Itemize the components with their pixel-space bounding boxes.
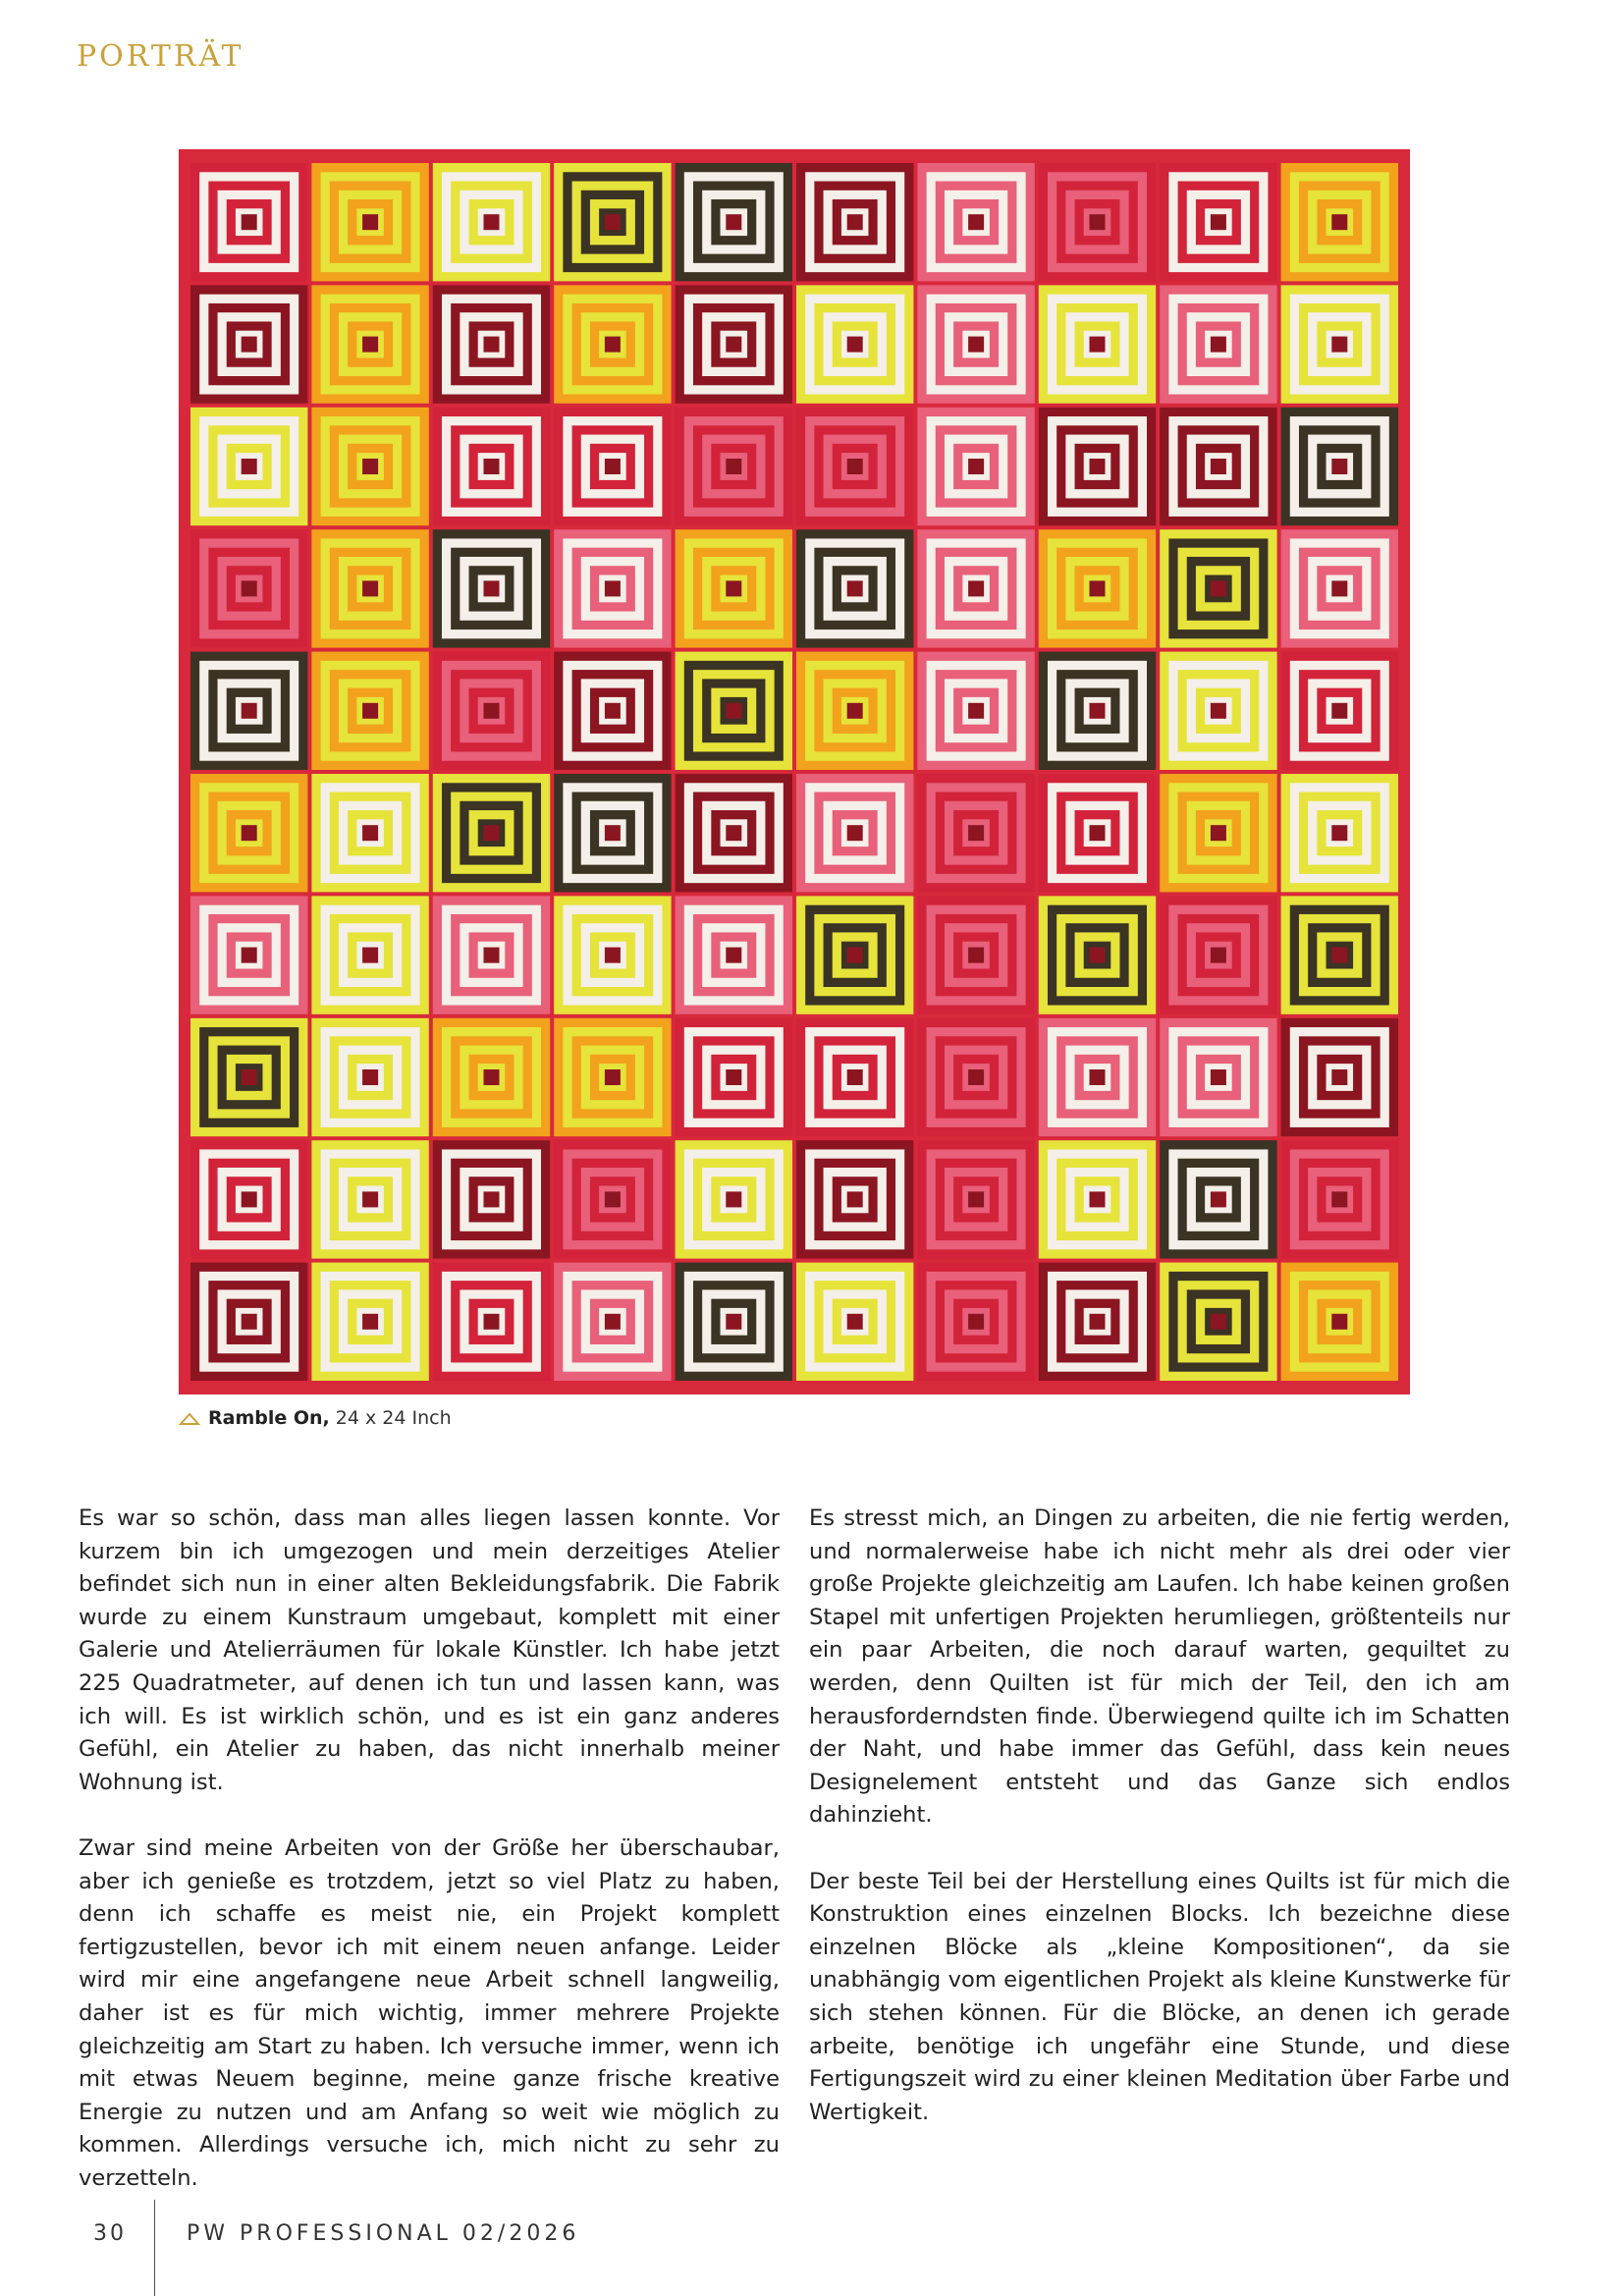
paragraph: Es war so schön, dass man alles liegen lassen konnte. Vor kurzem bin ich umgezogen und mein derzeitiges Atelier befindet sich nun in einer alten Bekleidungsfabrik. Die Fabrik wurde zu einem Kunstraum umgebaut, komplett mit einer Galerie und Atelierräumen für lokale Künstler. Ich habe jetzt 225 Quadratmeter, auf denen ich tun und lassen kann, was ich will. Es ist wirklich schön, und es ist ein ganz anderes Gefühl, ein Atelier zu haben, das nicht innerhalb meiner Wohnung ist. xyxy=(79,1505,780,1795)
quilt-block-center xyxy=(1331,703,1347,719)
quilt-block-center xyxy=(605,459,621,474)
paragraph: Der beste Teil bei der Herstellung eines Quilts ist für mich die Konstruktion eines einzelnen Blocks. Ich bezeichne diese einzelnen Blöcke als „kleine Kompositionen“, da sie unabhängig vom eigentlichen Projekt als kleine Kunstwerke für sich stehen können. Für die Blöcke, an denen ich gerade arbeite, benötige ich ungefähr eine Stunde, und diese Fertigungszeit wird zu einer kleinen Meditation über Farbe und Wertigkeit. xyxy=(809,1868,1510,2125)
quilt-block-center xyxy=(242,948,257,963)
quilt-block-center xyxy=(847,703,863,719)
quilt-block-center xyxy=(1211,459,1226,474)
quilt-block-center xyxy=(847,214,863,230)
quilt-block-center xyxy=(968,214,984,230)
quilt-block-center xyxy=(847,1314,863,1330)
quilt-block-center xyxy=(362,214,378,230)
caption-title: Ramble On, xyxy=(208,1407,330,1429)
quilt-block-center xyxy=(605,948,621,963)
quilt-block-center xyxy=(1090,948,1106,963)
quilt-block-center xyxy=(726,948,741,963)
quilt-block-center xyxy=(362,1191,378,1207)
quilt-block-center xyxy=(242,703,257,719)
quilt-block-center xyxy=(1331,948,1347,963)
quilt-block-center xyxy=(605,703,621,719)
quilt-block-center xyxy=(726,1069,741,1085)
quilt-block-center xyxy=(484,337,500,353)
quilt-block-center xyxy=(242,214,257,230)
quilt-block-center xyxy=(605,1314,621,1330)
page-number: 30 xyxy=(93,2221,127,2246)
quilt-block-center xyxy=(847,825,863,841)
quilt-image xyxy=(179,149,1410,1394)
quilt-block-center xyxy=(1331,580,1347,596)
quilt-block-center xyxy=(362,337,378,353)
quilt-block-center xyxy=(1211,948,1226,963)
quilt-block-center xyxy=(242,1069,257,1085)
quilt-block-center xyxy=(605,214,621,230)
quilt-block-center xyxy=(484,214,500,230)
quilt-block-center xyxy=(1331,459,1347,474)
paragraph: Zwar sind meine Arbeiten von der Größe her überschaubar, aber ich genieße es trotzdem, jetzt so viel Platz zu haben, denn ich schaffe es meist nie, ein Projekt komplett fertigzustellen, bevor ich mit einem neuen anfange. Leider wird mir eine angefangene neue Arbeit schnell langweilig, daher ist es für mich wichtig, immer mehrere Projekte gleichzeitig am Start zu haben. Ich versuche immer, wenn ich mit etwas Neuem beginne, meine ganze frische kreative Energie zu nutzen und am Anfang so weit wie möglich zu kommen. Allerdings versuche ich, mich nicht zu sehr zu verzetteln. xyxy=(79,1834,780,2191)
quilt-block-center xyxy=(1331,1314,1347,1330)
quilt-block-center xyxy=(1090,1314,1106,1330)
quilt-block-center xyxy=(726,580,741,596)
quilt-block-center xyxy=(1211,1191,1226,1207)
quilt-block-center xyxy=(242,459,257,474)
quilt-block-center xyxy=(242,580,257,596)
quilt-block-center xyxy=(726,1314,741,1330)
quilt-block-center xyxy=(1211,703,1226,719)
footer-divider xyxy=(154,2200,155,2296)
quilt-block-center xyxy=(605,1191,621,1207)
quilt-block-center xyxy=(605,1069,621,1085)
quilt-block-center xyxy=(726,1191,741,1207)
quilt-block-center xyxy=(968,459,984,474)
quilt-block-center xyxy=(1211,214,1226,230)
quilt-block-center xyxy=(362,948,378,963)
quilt-block-center xyxy=(1090,825,1106,841)
quilt-block-center xyxy=(726,337,741,353)
quilt-block-center xyxy=(847,459,863,474)
quilt-block-center xyxy=(605,337,621,353)
paragraph: Es stresst mich, an Dingen zu arbeiten, die nie fertig werden, und normalerweise habe ich nicht mehr als drei oder vier große Projekte gleichzeitig am Laufen. Ich habe keinen großen Stapel mit unfertigen Projekten herumliegen, größtenteils nur ein paar Arbeiten, die noch darauf warten, gequiltet zu werden, denn Quilten ist für mich der Teil, den ich am herausforderndsten finde. Überwiegend quilte ich im Schatten der Naht, und habe immer das Gefühl, dass kein neues Designelement entsteht und das Ganze sich endlos dahinzieht. xyxy=(809,1505,1510,1829)
quilt-block-center xyxy=(362,825,378,841)
quilt-block-center xyxy=(484,1069,500,1085)
quilt-block-center xyxy=(1211,825,1226,841)
quilt-block-center xyxy=(242,1314,257,1330)
article-column-right xyxy=(809,1503,1510,2162)
quilt-block-center xyxy=(968,580,984,596)
quilt-block-center xyxy=(1090,1069,1106,1085)
quilt-block-center xyxy=(484,580,500,596)
quilt-artwork xyxy=(179,149,1410,1394)
quilt-block-center xyxy=(484,948,500,963)
quilt-block-center xyxy=(1331,214,1347,230)
caption-dimensions: 24 x 24 Inch xyxy=(329,1407,452,1429)
article-column-left xyxy=(79,1503,780,2228)
magazine-issue: PW PROFESSIONAL 02/2026 xyxy=(187,2221,580,2246)
quilt-block-center xyxy=(1331,1069,1347,1085)
figure-caption xyxy=(179,1407,452,1429)
quilt-block-center xyxy=(726,214,741,230)
quilt-block-center xyxy=(968,1069,984,1085)
quilt-block-center xyxy=(605,825,621,841)
quilt-block-center xyxy=(1331,1191,1347,1207)
quilt-block-center xyxy=(362,703,378,719)
triangle-icon xyxy=(179,1412,200,1426)
quilt-block-center xyxy=(968,948,984,963)
quilt-block-center xyxy=(484,1191,500,1207)
quilt-block-center xyxy=(726,459,741,474)
quilt-block-center xyxy=(726,825,741,841)
quilt-block-center xyxy=(1211,1314,1226,1330)
quilt-block-center xyxy=(1211,337,1226,353)
quilt-block-center xyxy=(362,1314,378,1330)
quilt-block-center xyxy=(1331,825,1347,841)
quilt-block-center xyxy=(484,459,500,474)
quilt-block-center xyxy=(1090,1191,1106,1207)
quilt-block-center xyxy=(1090,703,1106,719)
quilt-block-center xyxy=(1211,1069,1226,1085)
quilt-block-center xyxy=(847,1191,863,1207)
quilt-block-center xyxy=(484,1314,500,1330)
quilt-block-center xyxy=(726,703,741,719)
quilt-block-center xyxy=(1090,580,1106,596)
quilt-block-center xyxy=(1211,580,1226,596)
quilt-block-center xyxy=(242,337,257,353)
quilt-block-center xyxy=(847,948,863,963)
quilt-block-center xyxy=(968,703,984,719)
quilt-block-center xyxy=(1090,214,1106,230)
section-label: PORTRÄT xyxy=(77,39,244,74)
quilt-block-center xyxy=(1090,337,1106,353)
quilt-block-center xyxy=(968,825,984,841)
quilt-block-center xyxy=(1090,459,1106,474)
quilt-block-center xyxy=(362,580,378,596)
quilt-block-center xyxy=(847,337,863,353)
quilt-block-center xyxy=(605,580,621,596)
quilt-block-center xyxy=(484,825,500,841)
quilt-block-center xyxy=(968,337,984,353)
quilt-block-center xyxy=(242,1191,257,1207)
quilt-block-center xyxy=(847,1069,863,1085)
quilt-block-center xyxy=(242,825,257,841)
quilt-block-center xyxy=(968,1191,984,1207)
quilt-block-center xyxy=(362,459,378,474)
quilt-block-center xyxy=(484,703,500,719)
quilt-block-center xyxy=(968,1314,984,1330)
quilt-block-center xyxy=(362,1069,378,1085)
quilt-block-center xyxy=(847,580,863,596)
quilt-block-center xyxy=(1331,337,1347,353)
